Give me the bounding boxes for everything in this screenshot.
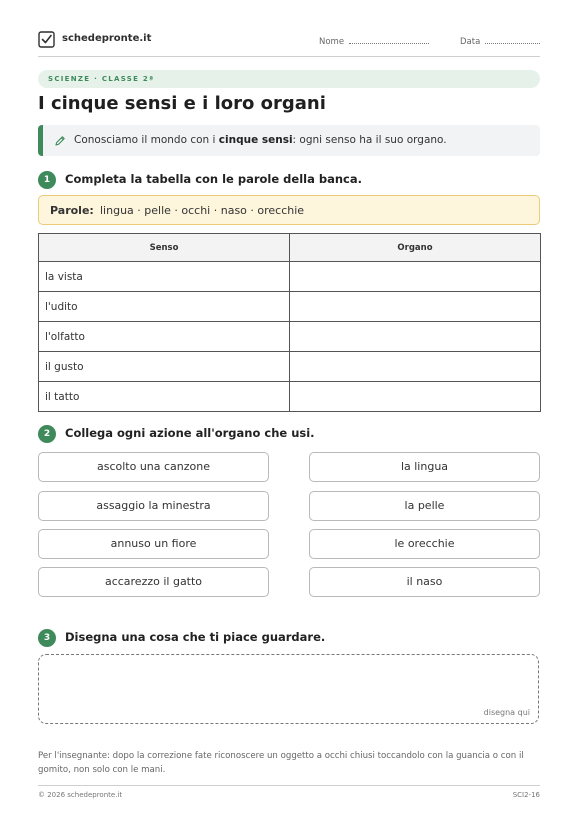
exercise-3-title: Disegna una cosa che ti piace guardare.	[65, 630, 326, 644]
header-divider	[38, 56, 540, 57]
name-blank-line[interactable]	[349, 35, 429, 44]
drawing-area[interactable]	[38, 654, 539, 724]
action-card[interactable]: ascolto una canzone	[38, 452, 269, 482]
sense-cell: il tatto	[39, 382, 290, 412]
exercise-1-title: Completa la tabella con le parole della banca.	[65, 172, 362, 186]
organ-answer-cell[interactable]	[290, 322, 541, 352]
organ-card[interactable]: le orecchie	[309, 529, 540, 559]
brand-name: schedepronte.it	[62, 33, 152, 44]
footer-divider	[38, 785, 540, 786]
word-bank	[38, 195, 540, 225]
subject-tag-text: SCIENZE · CLASSE 2ª	[48, 75, 155, 83]
intro-box	[38, 125, 540, 156]
table-row	[39, 262, 541, 292]
action-card[interactable]: accarezzo il gatto	[38, 567, 269, 597]
pencil-icon	[54, 135, 66, 147]
sense-cell: l'udito	[39, 292, 290, 322]
exercise-2-title: Collega ogni azione all'organo che usi.	[65, 426, 315, 440]
footer-copyright: © 2026 schedepronte.it	[38, 791, 123, 799]
intro-accent-bar	[38, 125, 43, 156]
drawing-area-hint: disegna qui	[483, 708, 530, 717]
organ-answer-cell[interactable]	[290, 382, 541, 412]
date-label: Data	[460, 37, 481, 47]
organ-card[interactable]: il naso	[309, 567, 540, 597]
table-header-organo: Organo	[290, 234, 541, 262]
exercise-3-number: 3	[38, 629, 56, 647]
intro-text-bold: cinque sensi	[218, 134, 293, 146]
organ-answer-cell[interactable]	[290, 262, 541, 292]
sense-cell: il gusto	[39, 352, 290, 382]
word-bank-label: Parole:	[50, 204, 94, 217]
organ-answer-cell[interactable]	[290, 292, 541, 322]
table-row	[39, 382, 541, 412]
exercise-2-number: 2	[38, 425, 56, 443]
word-bank-words: lingua · pelle · occhi · naso · orecchie	[100, 204, 305, 217]
organ-card[interactable]: la pelle	[309, 491, 540, 521]
sense-cell: la vista	[39, 262, 290, 292]
name-field[interactable]	[319, 35, 429, 47]
footer-code: SCI2-16	[512, 791, 540, 799]
table-row	[39, 292, 541, 322]
checkbox-logo-icon	[38, 31, 55, 48]
table-header-senso: Senso	[39, 234, 290, 262]
action-card[interactable]: assaggio la minestra	[38, 491, 269, 521]
intro-text-start: Conosciamo il mondo con i	[74, 134, 219, 146]
sense-cell: l'olfatto	[39, 322, 290, 352]
action-card[interactable]: annuso un fiore	[38, 529, 269, 559]
subject-tag	[38, 70, 540, 88]
intro-text-end: : ogni senso ha il suo organo.	[292, 134, 447, 146]
exercise-1-number: 1	[38, 171, 56, 189]
date-blank-line[interactable]	[485, 35, 540, 44]
table-row	[39, 322, 541, 352]
organ-card[interactable]: la lingua	[309, 452, 540, 482]
table-header-row	[39, 234, 541, 262]
senses-table	[38, 233, 541, 412]
page-header	[38, 29, 540, 51]
organ-answer-cell[interactable]	[290, 352, 541, 382]
name-label: Nome	[319, 37, 345, 47]
table-row	[39, 352, 541, 382]
intro-text	[74, 134, 447, 146]
teacher-note: Per l'insegnante: dopo la correzione fate riconoscere un oggetto a occhi chiusi toccandolo con la guancia o con il gomito, non solo con le mani.	[38, 751, 524, 775]
page-title: I cinque sensi e i loro organi	[38, 93, 326, 114]
date-field[interactable]	[460, 35, 540, 47]
